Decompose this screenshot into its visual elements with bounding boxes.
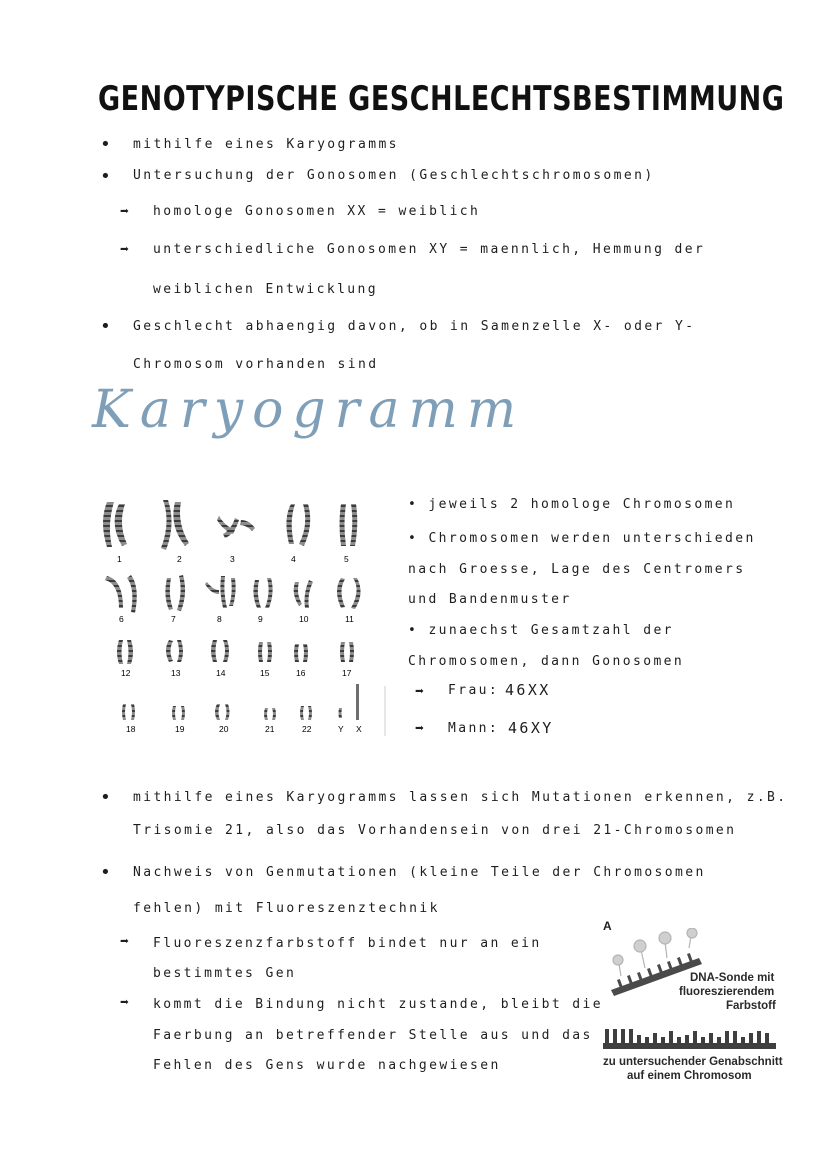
chromosome-number: 14 (216, 668, 226, 678)
arrow-text: homologe Gonosomen XX = weiblich (153, 204, 481, 219)
chromosome-number: 6 (119, 614, 124, 624)
side-note: Chromosomen, dann Gonosomen (408, 654, 685, 669)
bullet-dot: • (100, 787, 111, 808)
arrow-text-continued: bestimmtes Gen (153, 966, 297, 981)
probe-caption: DNA-Sonde mit (690, 972, 775, 984)
frau-karyotype: 46XX (505, 681, 551, 699)
mann-karyotype: 46XY (508, 719, 554, 737)
arrow-icon: ➡ (120, 240, 130, 258)
chromosome-number: 4 (291, 554, 296, 564)
chromosome-number: 21 (265, 724, 275, 734)
arrow-text: unterschiedliche Gonosomen XY = maennlich, Hemmung der (153, 242, 706, 257)
bullet-dot: • (100, 166, 111, 187)
side-note: • jeweils 2 homologe Chromosomen (408, 497, 736, 512)
chromosome-number: 16 (296, 668, 306, 678)
chromosome-number: 13 (171, 668, 181, 678)
chromosome-number: 12 (121, 668, 131, 678)
chromosome-number: 11 (345, 614, 354, 624)
arrow-text-continued: Faerbung an betreffender Stelle aus und das (153, 1028, 593, 1043)
side-note: • zunaechst Gesamtzahl der (408, 623, 674, 638)
chromosome-number: 19 (175, 724, 185, 734)
figure-label: A (603, 919, 612, 933)
chromosome-number: 9 (258, 614, 263, 624)
arrow-icon: ➡ (120, 993, 130, 1011)
bullet-text-continued: fehlen) mit Fluoreszenztechnik (133, 901, 440, 916)
arrow-icon: ➡ (415, 719, 425, 737)
bullet-dot: • (100, 316, 111, 337)
mann-label: Mann: (448, 721, 500, 736)
page-title: GENOTYPISCHE GESCHLECHTSBESTIMMUNG (98, 80, 785, 119)
karyogram-image (95, 490, 395, 740)
probe-caption: Farbstoff (726, 1000, 776, 1012)
bullet-dot: • (100, 134, 111, 155)
chromosome-number: 2 (177, 554, 182, 564)
bullet-dot: • (100, 862, 111, 883)
chromosome-number: 3 (230, 554, 235, 564)
gene-caption: zu untersuchender Genabschnitt (603, 1056, 783, 1068)
bullet-text: Geschlecht abhaengig davon, ob in Samenzelle X- oder Y- (133, 319, 696, 334)
chromosome-number: 1 (117, 554, 122, 564)
chromosome-number: 22 (302, 724, 312, 734)
chromosome-number: 20 (219, 724, 229, 734)
chromosome-number: Y (338, 724, 344, 734)
frau-label: Frau: (448, 683, 500, 698)
chromosome-number: 5 (344, 554, 349, 564)
chromosome-number: 17 (342, 668, 352, 678)
bullet-text-continued: Chromosom vorhanden sind (133, 357, 379, 372)
side-note: nach Groesse, Lage des Centromers (408, 562, 746, 577)
arrow-text-continued: Fehlen des Gens wurde nachgewiesen (153, 1058, 501, 1073)
chromosome-number: 15 (260, 668, 270, 678)
bullet-text: mithilfe eines Karyogramms lassen sich Mutationen erkennen, z.B. (133, 790, 788, 805)
gene-caption: auf einem Chromosom (627, 1070, 752, 1082)
chromosome-number: X (356, 724, 362, 734)
chromosome-number: 7 (171, 614, 176, 624)
gene-segment-image (603, 1027, 778, 1052)
arrow-text: kommt die Bindung nicht zustande, bleibt die (153, 997, 603, 1012)
chromosome-number: 10 (299, 614, 309, 624)
arrow-text: Fluoreszenzfarbstoff bindet nur an ein (153, 936, 542, 951)
arrow-icon: ➡ (120, 202, 130, 220)
bullet-text-continued: Trisomie 21, also das Vorhandensein von drei 21-Chromosomen (133, 823, 737, 838)
bullet-text: Untersuchung der Gonosomen (Geschlechtschromosomen) (133, 168, 655, 183)
probe-caption: fluoreszierendem (679, 986, 775, 998)
arrow-icon: ➡ (415, 682, 425, 700)
bullet-text: Nachweis von Genmutationen (kleine Teile der Chromosomen (133, 865, 706, 880)
chromosome-number: 18 (126, 724, 136, 734)
side-note: • Chromosomen werden unterschieden (408, 531, 756, 546)
arrow-text-continued: weiblichen Entwicklung (153, 282, 378, 297)
chromosome-number: 8 (217, 614, 222, 624)
arrow-icon: ➡ (120, 932, 130, 950)
section-heading-script: Karyogramm (92, 380, 526, 440)
bullet-text: mithilfe eines Karyogramms (133, 137, 399, 152)
side-note: und Bandenmuster (408, 592, 572, 607)
